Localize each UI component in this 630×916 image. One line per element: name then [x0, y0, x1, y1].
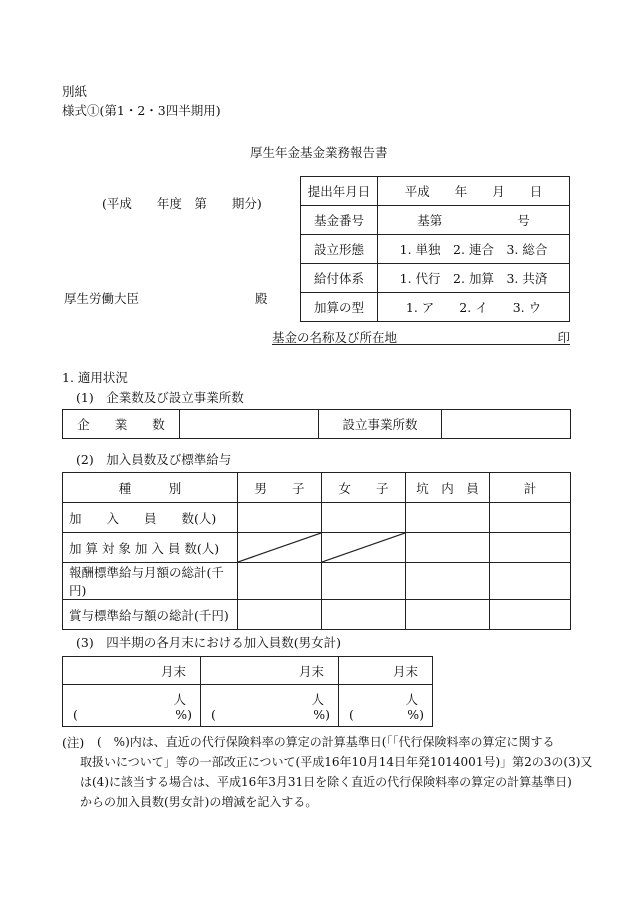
companies-table	[62, 409, 571, 439]
person-unit: 人	[405, 692, 418, 707]
companies-value	[180, 410, 319, 439]
pct-open: (	[73, 707, 78, 722]
col-header-total: 計	[490, 473, 571, 503]
row-label: 賞与標準給与額の総計(千円)	[63, 600, 238, 630]
table-cell	[490, 600, 571, 630]
info-table	[300, 176, 570, 322]
diagonal-cell	[322, 533, 406, 563]
col-header-male: 男 子	[238, 473, 322, 503]
honorific: 殿	[255, 291, 268, 306]
info-label: 設立形態	[301, 235, 378, 264]
fund-name-label: 基金の名称及び所在地	[272, 330, 398, 345]
row-label: 加 算 対 象 加 入 員 数(人)	[63, 533, 238, 563]
pct-close: %)	[313, 707, 330, 722]
info-label: 加算の型	[301, 293, 378, 322]
pct-open: (	[349, 707, 354, 722]
info-value: 基第 号	[378, 206, 570, 235]
note-line-4: からの加入員数(男女計)の増減を記入する。	[80, 795, 318, 809]
members-table	[62, 472, 571, 630]
month-end-cell: 月末	[201, 657, 339, 685]
sub1-heading: (1) 企業数及び設立事業所数	[76, 390, 244, 405]
table-cell	[322, 503, 406, 533]
info-value: 平成 年 月 日	[378, 177, 570, 206]
info-label: 基金番号	[301, 206, 378, 235]
table-cell	[406, 600, 490, 630]
row-label: 加 入 員 数(人)	[63, 503, 238, 533]
info-label: 提出年月日	[301, 177, 378, 206]
fund-name-line	[272, 328, 570, 345]
pct-close: %)	[407, 707, 424, 722]
col-header-female: 女 子	[322, 473, 406, 503]
month-end-cell: 月末	[63, 657, 201, 685]
document-title: 厚生年金基金業務報告書	[250, 145, 388, 160]
addressee: 厚生労働大臣	[64, 291, 140, 306]
note-line-1: ( %)内は、直近の代行保険料率の算定の計算基準日(「「代行保険料率の算定に関する	[97, 735, 555, 749]
pct-open: (	[211, 707, 216, 722]
table-cell	[322, 563, 406, 600]
note-line-2: 取扱いについて」等の一部改正について(平成16年10月14日年発1014001号)」第2の3の(3)又	[80, 755, 593, 769]
member-count-cell	[63, 685, 201, 727]
month-end-cell: 月末	[339, 657, 433, 685]
info-label: 給付体系	[301, 264, 378, 293]
col-header-type: 種 別	[63, 473, 238, 503]
info-value: 1. 代行 2. 加算 3. 共済	[378, 264, 570, 293]
table-cell	[238, 503, 322, 533]
note-line-3: は(4)に該当する場合は、平成16年3月31日を除く直近の代行保険料率の算定の計算基準日)	[80, 775, 572, 789]
period-label: (平成 年度 第 期分)	[102, 196, 262, 211]
info-value: 1. 単独 2. 連合 3. 総合	[378, 235, 570, 264]
person-unit: 人	[311, 692, 324, 707]
form-label: 様式①(第1・2・3四半期用)	[62, 103, 221, 118]
row-label: 報酬標準給与月額の総計(千円)	[63, 563, 238, 600]
seal-mark: 印	[557, 330, 570, 345]
table-cell	[490, 563, 571, 600]
table-cell	[406, 533, 490, 563]
section1-heading: 1. 適用状況	[62, 370, 128, 385]
attachment-label: 別紙	[62, 84, 88, 99]
table-cell	[322, 600, 406, 630]
table-cell	[238, 563, 322, 600]
col-header-miner: 坑 内 員	[406, 473, 490, 503]
table-cell	[238, 600, 322, 630]
member-count-cell	[339, 685, 433, 727]
info-value: 1. ア 2. イ 3. ウ	[378, 293, 570, 322]
establishments-value	[442, 410, 571, 439]
sub2-heading: (2) 加入員数及び標準給与	[76, 452, 232, 467]
table-cell	[406, 503, 490, 533]
companies-label: 企 業 数	[63, 410, 180, 439]
monthly-table	[62, 656, 433, 727]
table-cell	[490, 503, 571, 533]
pct-close: %)	[175, 707, 192, 722]
table-cell	[490, 533, 571, 563]
member-count-cell	[201, 685, 339, 727]
person-unit: 人	[173, 692, 186, 707]
note-label: (注)	[62, 735, 85, 750]
establishments-label: 設立事業所数	[319, 410, 442, 439]
table-cell	[406, 563, 490, 600]
diagonal-cell	[238, 533, 322, 563]
sub3-heading: (3) 四半期の各月末における加入員数(男女計)	[76, 635, 341, 650]
